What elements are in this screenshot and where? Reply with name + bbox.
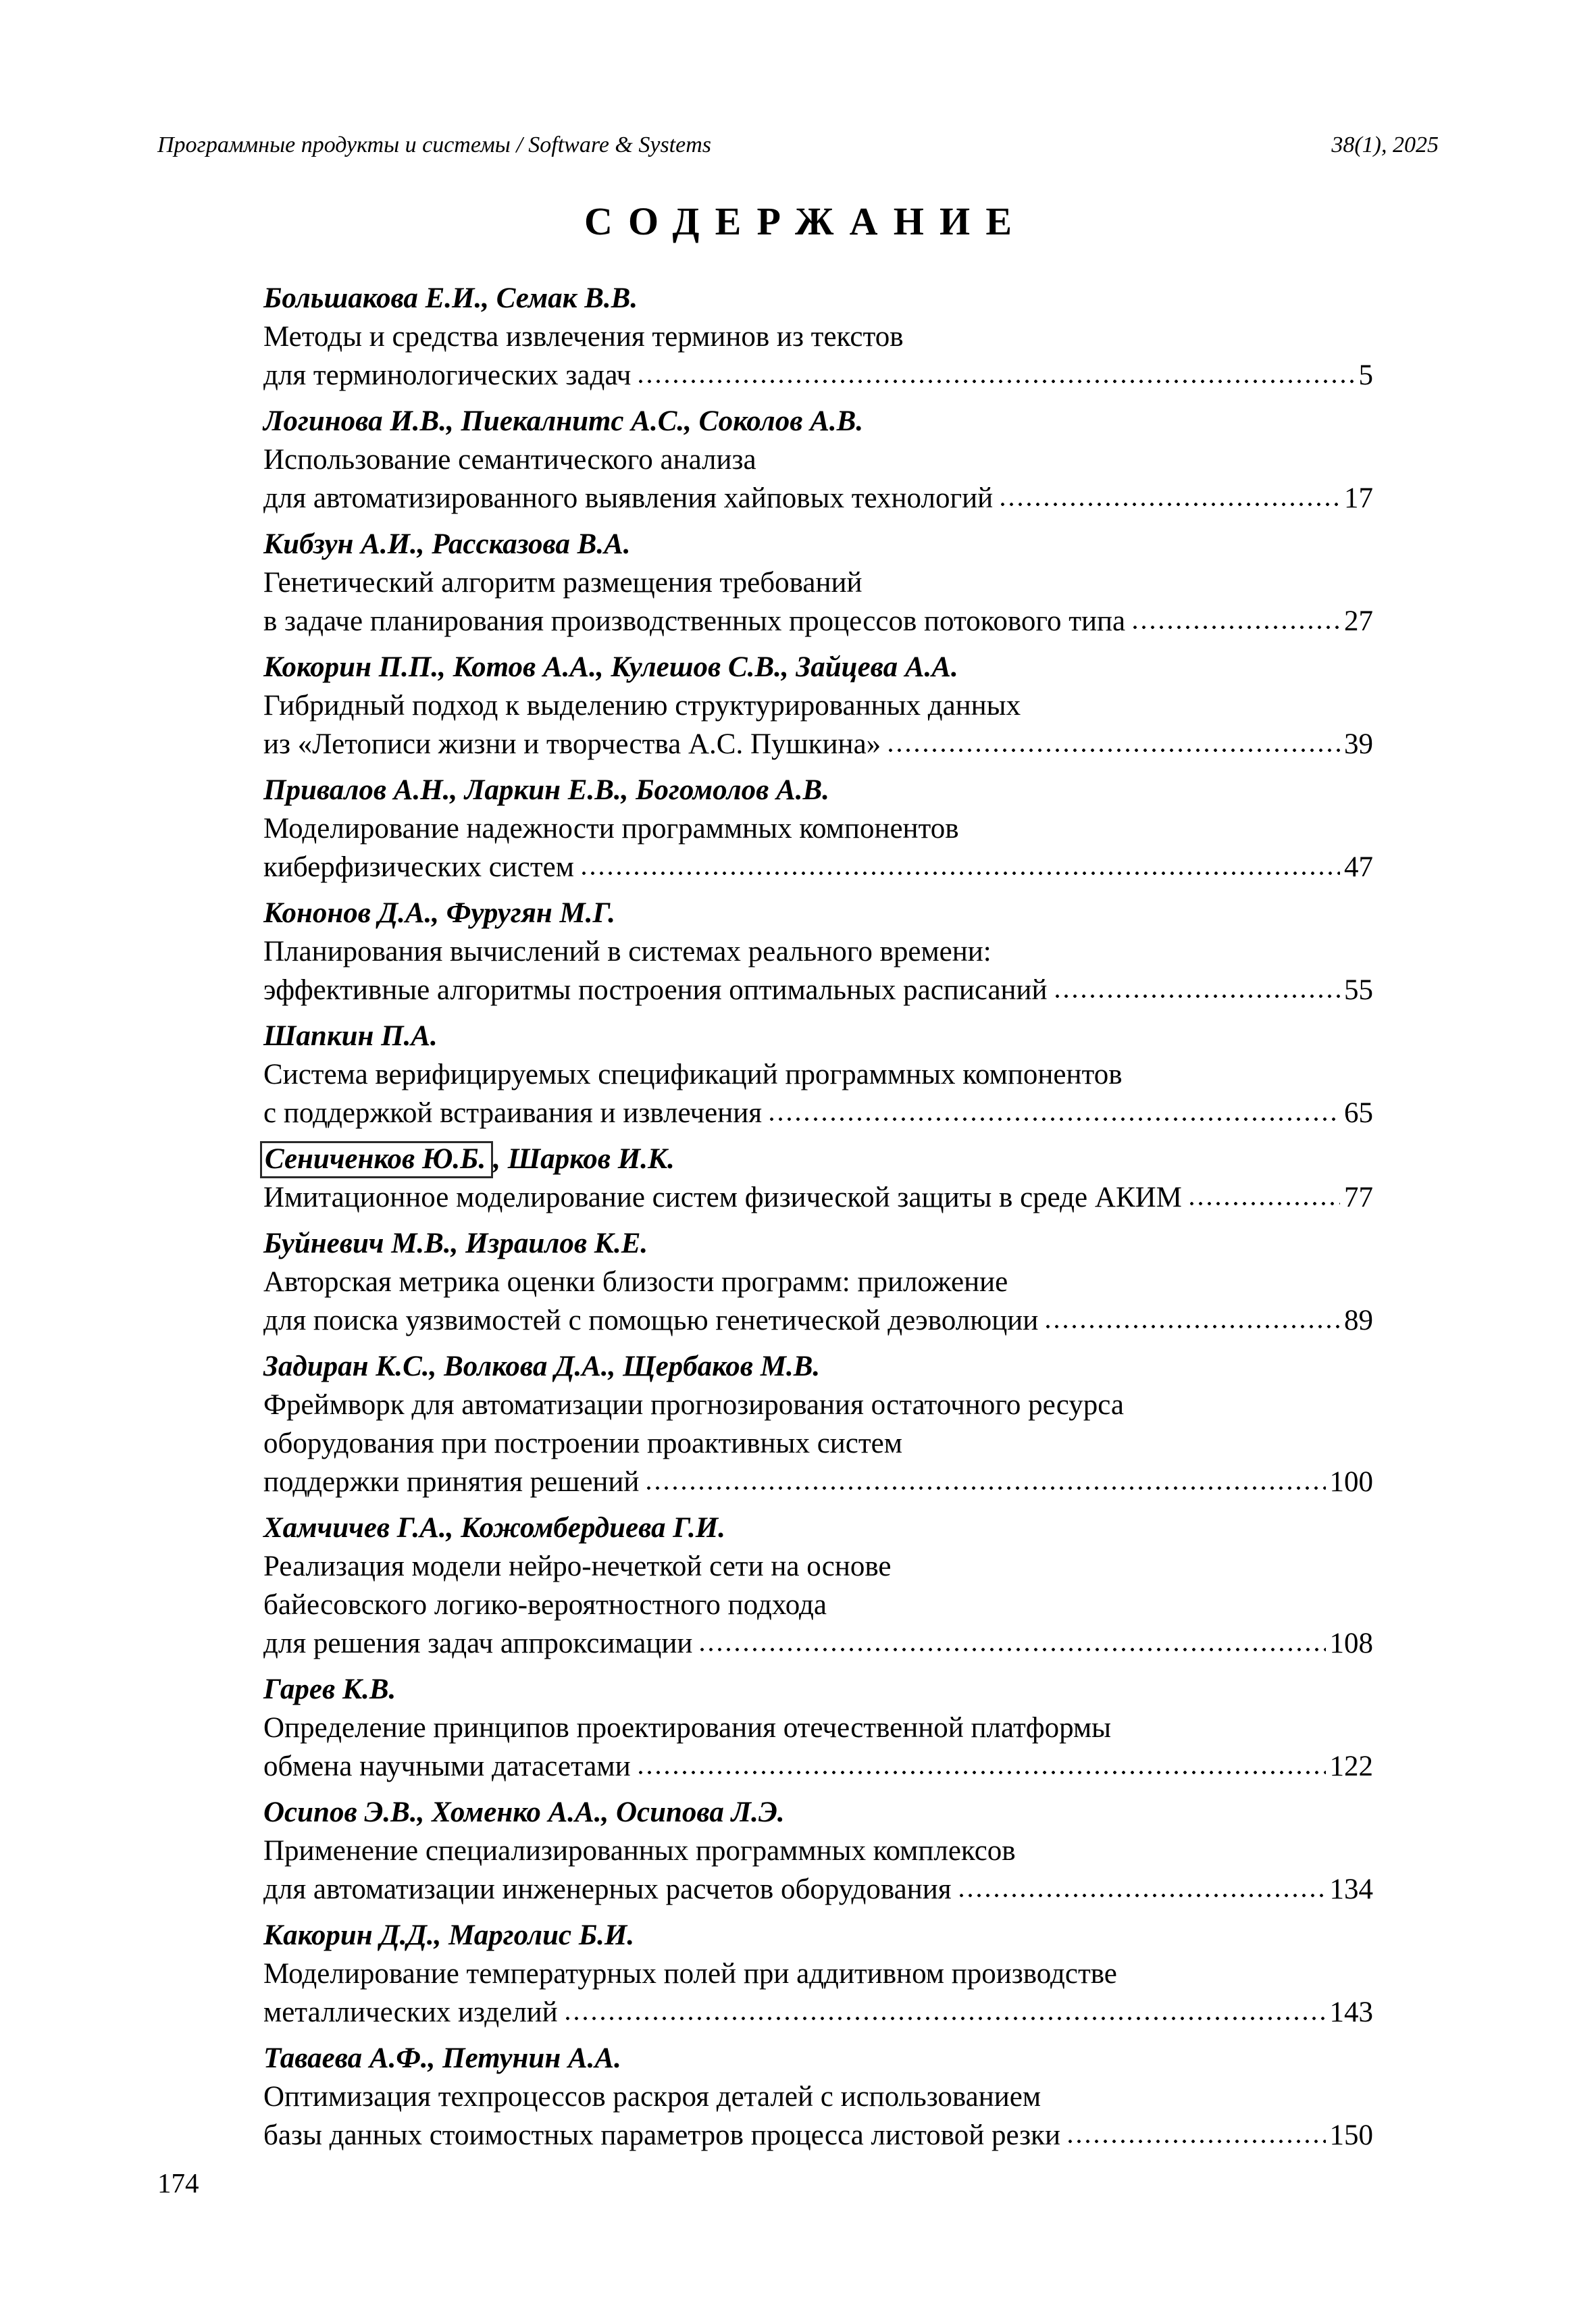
toc-entry-title-line: Определение принципов проектирования отечественной платформы — [263, 1711, 1112, 1744]
toc-entry-title-line: Планирования вычислений в системах реального времени: — [263, 935, 992, 967]
toc-entry-lastline — [263, 2116, 1373, 2155]
toc-entry-authors: Привалов А.Н., Ларкин Е.В., Богомолов А.В. — [263, 774, 829, 806]
toc-entry-page-number: 143 — [1329, 1996, 1373, 2028]
toc-entry-page-number: 150 — [1329, 2119, 1373, 2151]
toc-entry-lastline — [263, 479, 1373, 518]
toc-entry — [263, 1017, 1373, 1132]
toc-entry-lastline — [263, 725, 1373, 763]
toc-entry-page-number: 100 — [1329, 1465, 1373, 1498]
page-title: СОДЕРЖАНИЕ — [584, 199, 1028, 243]
toc-entry-lastline — [263, 1870, 1373, 1909]
author-highlight-box: Сениченков Ю.Б. — [260, 1141, 493, 1178]
toc-entry-title-line: оборудования при построении проактивных систем — [263, 1427, 902, 1459]
toc-entry-lastline — [263, 848, 1373, 886]
toc-entry — [263, 1140, 1373, 1217]
toc-entry-lastline — [263, 1747, 1373, 1786]
toc-entry-title-line: Система верифицируемых спецификаций программных компонентов — [263, 1058, 1123, 1090]
toc-entry-page-number: 89 — [1344, 1304, 1373, 1336]
toc-entry-authors: Кокорин П.П., Котов А.А., Кулешов С.В., Зайцева А.А. — [263, 651, 958, 683]
dot-leader — [886, 747, 1340, 753]
toc-entry — [263, 648, 1373, 763]
dot-leader — [644, 1485, 1325, 1491]
toc-entry-lastline — [263, 1301, 1373, 1340]
toc-entry-title-end: для автоматизации инженерных расчетов оборудования — [263, 1873, 952, 1905]
toc-entry — [263, 402, 1373, 518]
toc-entry-title-end: с поддержкой встраивания и извлечения — [263, 1097, 763, 1129]
toc-entry-page-number: 65 — [1344, 1097, 1373, 1129]
toc-entry-page-number: 17 — [1344, 482, 1373, 514]
toc-entry-title-line: Генетический алгоритм размещения требований — [263, 566, 863, 599]
toc-entry — [263, 2039, 1373, 2155]
toc-entry-lastline — [263, 971, 1373, 1009]
toc-entry-page-number: 134 — [1329, 1873, 1373, 1905]
dot-leader — [1044, 1324, 1340, 1330]
toc-entry-lastline — [263, 602, 1373, 640]
toc-entry-authors: Буйневич М.В., Израилов К.Е. — [263, 1227, 648, 1259]
dot-leader — [698, 1646, 1325, 1653]
toc-entry — [263, 1670, 1373, 1786]
toc-entry — [263, 1793, 1373, 1909]
toc-entry-title-end: обмена научными датасетами — [263, 1750, 631, 1782]
dot-leader — [636, 1769, 1326, 1776]
toc-entry-title-line: Фреймворк для автоматизации прогнозирования остаточного ресурса — [263, 1388, 1124, 1421]
toc-entry-page-number: 108 — [1329, 1627, 1373, 1659]
toc-entry-title-line: Авторская метрика оценки близости программ: приложение — [263, 1265, 1008, 1298]
toc-entry-authors: Таваева А.Ф., Петунин А.А. — [263, 2042, 621, 2074]
toc-entry-lastline — [263, 1624, 1373, 1663]
dot-leader — [957, 1892, 1326, 1898]
toc-entry-authors: Кононов Д.А., Фуругян М.Г. — [263, 897, 615, 929]
toc-entry-authors: Задиран К.С., Волкова Д.А., Щербаков М.В. — [263, 1350, 821, 1382]
toc-entry — [263, 1509, 1373, 1663]
toc-entry-title-end: Имитационное моделирование систем физической защиты в среде АКИМ — [263, 1181, 1182, 1213]
issue-label: 38(1), 2025 — [1331, 132, 1439, 157]
toc-entry-title-line: Реализация модели нейро-нечеткой сети на основе — [263, 1550, 892, 1582]
toc-entry-title-line: Оптимизация техпроцессов раскроя деталей с использованием — [263, 2080, 1041, 2113]
dot-leader — [636, 378, 1354, 384]
toc-entry-title-line: Методы и средства извлечения терминов из текстов — [263, 320, 904, 353]
toc-entry-authors: Какорин Д.Д., Марголис Б.И. — [263, 1919, 635, 1951]
toc-entry — [263, 525, 1373, 640]
dot-leader — [1187, 1201, 1340, 1207]
toc-entry-title-end: для терминологических задач — [263, 359, 632, 391]
toc-entry-lastline — [263, 1094, 1373, 1132]
toc-entry-title-line: Гибридный подход к выделению структурированных данных — [263, 689, 1021, 722]
folio-page-number: 174 — [157, 2167, 199, 2198]
toc-entry-title-end: базы данных стоимостных параметров процесса листовой резки — [263, 2119, 1060, 2151]
toc-entry-page-number: 47 — [1344, 851, 1373, 883]
toc-entry-lastline — [263, 356, 1373, 395]
toc-entry-authors: Шапкин П.А. — [263, 1020, 438, 1052]
dot-leader — [998, 501, 1340, 507]
toc-entry-title-end: киберфизических систем — [263, 851, 574, 883]
dot-leader — [580, 870, 1340, 876]
toc-entry — [263, 894, 1373, 1009]
toc-entry-authors-rest: , Шарков И.К. — [493, 1142, 675, 1175]
toc-entry-title-end: эффективные алгоритмы построения оптимальных расписаний — [263, 974, 1048, 1006]
toc-entry-page-number: 77 — [1344, 1181, 1373, 1213]
dot-leader — [1066, 2138, 1326, 2144]
toc-entry-page-number: 27 — [1344, 605, 1373, 637]
toc-entry-authors: Хамчичев Г.А., Кожомбердиева Г.И. — [263, 1511, 725, 1544]
toc-entry-authors: Логинова И.В., Пиекалнитс А.С., Соколов А.В. — [263, 405, 864, 437]
toc-entry-title-end: металлических изделий — [263, 1996, 558, 2028]
toc-entry-page-number: 39 — [1344, 728, 1373, 760]
toc-entry-title-line: Моделирование температурных полей при аддитивном производстве — [263, 1957, 1117, 1990]
toc-entry-authors: Гарев К.В. — [263, 1673, 396, 1705]
toc-entry-page-number: 5 — [1358, 359, 1373, 391]
dot-leader — [1131, 624, 1340, 630]
toc-entry-lastline — [263, 1463, 1373, 1501]
toc-entry-page-number: 55 — [1344, 974, 1373, 1006]
toc-entry-title-end: для автоматизированного выявления хайповых технологий — [263, 482, 994, 514]
dot-leader — [563, 2015, 1326, 2021]
toc-entry-lastline — [263, 1993, 1373, 2032]
toc-entry-authors: Большакова Е.И., Семак В.В. — [263, 282, 638, 314]
toc-entry-title-end: для поиска уязвимостей с помощью генетической деэволюции — [263, 1304, 1039, 1336]
toc-entry-authors: Осипов Э.В., Хоменко А.А., Осипова Л.Э. — [263, 1796, 785, 1828]
toc-entry-authors — [263, 1140, 1373, 1178]
running-head — [157, 132, 1439, 159]
toc-entry-lastline — [263, 1178, 1373, 1217]
toc-entry — [263, 1224, 1373, 1340]
toc-entry-title-line: Применение специализированных программных комплексов — [263, 1834, 1016, 1867]
toc-entry-page-number: 122 — [1329, 1750, 1373, 1782]
toc-entry-title-end: для решения задач аппроксимации — [263, 1627, 693, 1659]
toc-entry — [263, 1347, 1373, 1501]
toc-entry-authors: Кибзун А.И., Рассказова В.А. — [263, 528, 631, 560]
toc-entry-title-end: в задаче планирования производственных процессов потокового типа — [263, 605, 1126, 637]
toc-entry-title-line: Моделирование надежности программных компонентов — [263, 812, 959, 845]
journal-title: Программные продукты и системы / Software & Systems — [157, 132, 712, 157]
dot-leader — [1053, 993, 1340, 999]
toc-entry-title-line: байесовского логико-вероятностного подхода — [263, 1588, 827, 1621]
toc-entry — [263, 279, 1373, 395]
dot-leader — [767, 1116, 1340, 1122]
toc-entry-title-line: Использование семантического анализа — [263, 443, 756, 476]
toc-entry-title-end: из «Летописи жизни и творчества А.С. Пушкина» — [263, 728, 881, 760]
toc-entry — [263, 771, 1373, 886]
toc-entry — [263, 1916, 1373, 2032]
toc-entry-title-end: поддержки принятия решений — [263, 1465, 640, 1498]
table-of-contents — [263, 279, 1373, 2155]
